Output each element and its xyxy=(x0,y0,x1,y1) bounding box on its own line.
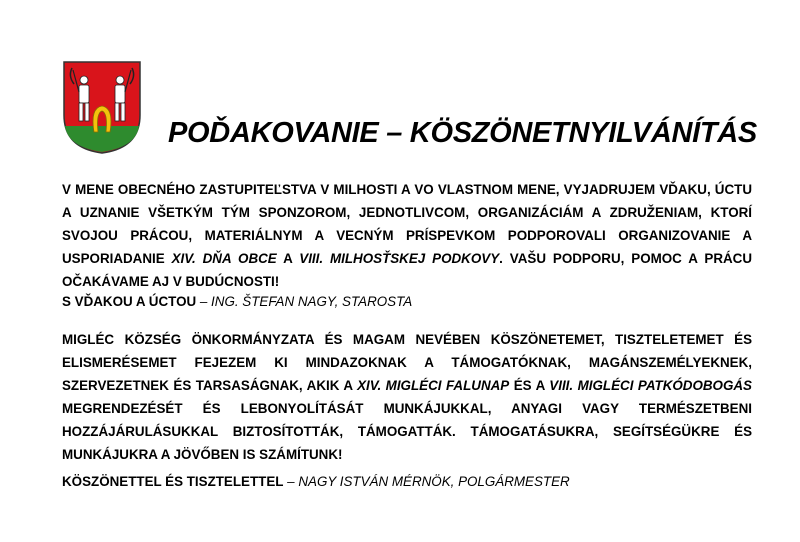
slovak-event-1: XIV. DŇA OBCE xyxy=(171,251,277,266)
hungarian-closing: KÖSZÖNETTEL ÉS TISZTELETTEL xyxy=(62,474,284,489)
slovak-signature: – ING. ŠTEFAN NAGY, STAROSTA xyxy=(196,294,413,309)
slovak-text-part-1: V MENE OBECNÉHO ZASTUPITEĽSTVA V MILHOSTI A VO VLASTNOM MENE, VYJADRUJEM VĎAKU, ÚCTU A UZNANIE VŠETKÝM TÝM SPONZOROM, JEDNOTLIVCOM, ORGANIZÁCIÁM A ZDRUŽENIAM, KTORÍ SVOJOU PRÁCOU, MATERIÁLNYM A VECNÝM PRÍSPEVKOM PODPOROVALI ORGANIZOVANIE A USPORIADANIE xyxy=(62,182,752,266)
hungarian-event-2: VIII. MIGLÉCI PATKÓDOBOGÁS xyxy=(549,378,752,393)
slovak-text-part-3: . VAŠU PODPORU, POMOC A PRÁCU OČAKÁVAME AJ V BUDÚCNOSTI! xyxy=(62,251,752,289)
municipal-coat-of-arms-icon xyxy=(62,60,142,155)
slovak-closing: S VĎAKOU A ÚCTOU xyxy=(62,294,197,309)
slovak-event-2: VIII. MILHOSŤSKEJ PODKOVY xyxy=(299,251,500,266)
hungarian-text-part-2: ÉS A xyxy=(509,378,550,393)
slovak-text-part-2: A xyxy=(276,251,300,266)
hungarian-text-part-3: MEGRENDEZÉSÉT ÉS LEBONYOLÍTÁSÁT MUNKÁJUKKAL, ANYAGI VAGY TERMÉSZETBENI HOZZÁJÁRULÁSUKKAL BIZTOSÍTOTTÁK, TÁMOGATTÁK. TÁMOGATÁSUKRA, SEGÍTSÉGÜKRE ÉS MUNKÁJUKRA A JÖVŐBEN IS SZÁMÍTUNK! xyxy=(62,401,752,462)
hungarian-signature-line xyxy=(62,470,752,493)
crest-green-base xyxy=(65,126,139,152)
slovak-paragraph xyxy=(62,178,752,293)
document-title: POĎAKOVANIE – KÖSZÖNETNYILVÁNÍTÁS xyxy=(168,117,757,149)
hungarian-event-1: XIV. MIGLÉCI FALUNAP xyxy=(357,378,510,393)
slovak-signature-line xyxy=(62,290,752,313)
hungarian-text-part-1: MIGLÉC KÖZSÉG ÖNKORMÁNYZATA ÉS MAGAM NEVÉBEN KÖSZÖNETEMET, TISZTELETEMET ÉS ELISMERÉSEMET FEJEZEM KI MINDAZOKNAK A TÁMOGATÓKNAK, MAGÁNSZEMÉLYEKNEK, SZERVEZETNEK ÉS TARSASÁGNAK, AKIK A xyxy=(62,332,752,393)
hungarian-paragraph xyxy=(62,328,752,466)
hungarian-signature: – NAGY ISTVÁN MÉRNÖK, POLGÁRMESTER xyxy=(283,474,570,489)
